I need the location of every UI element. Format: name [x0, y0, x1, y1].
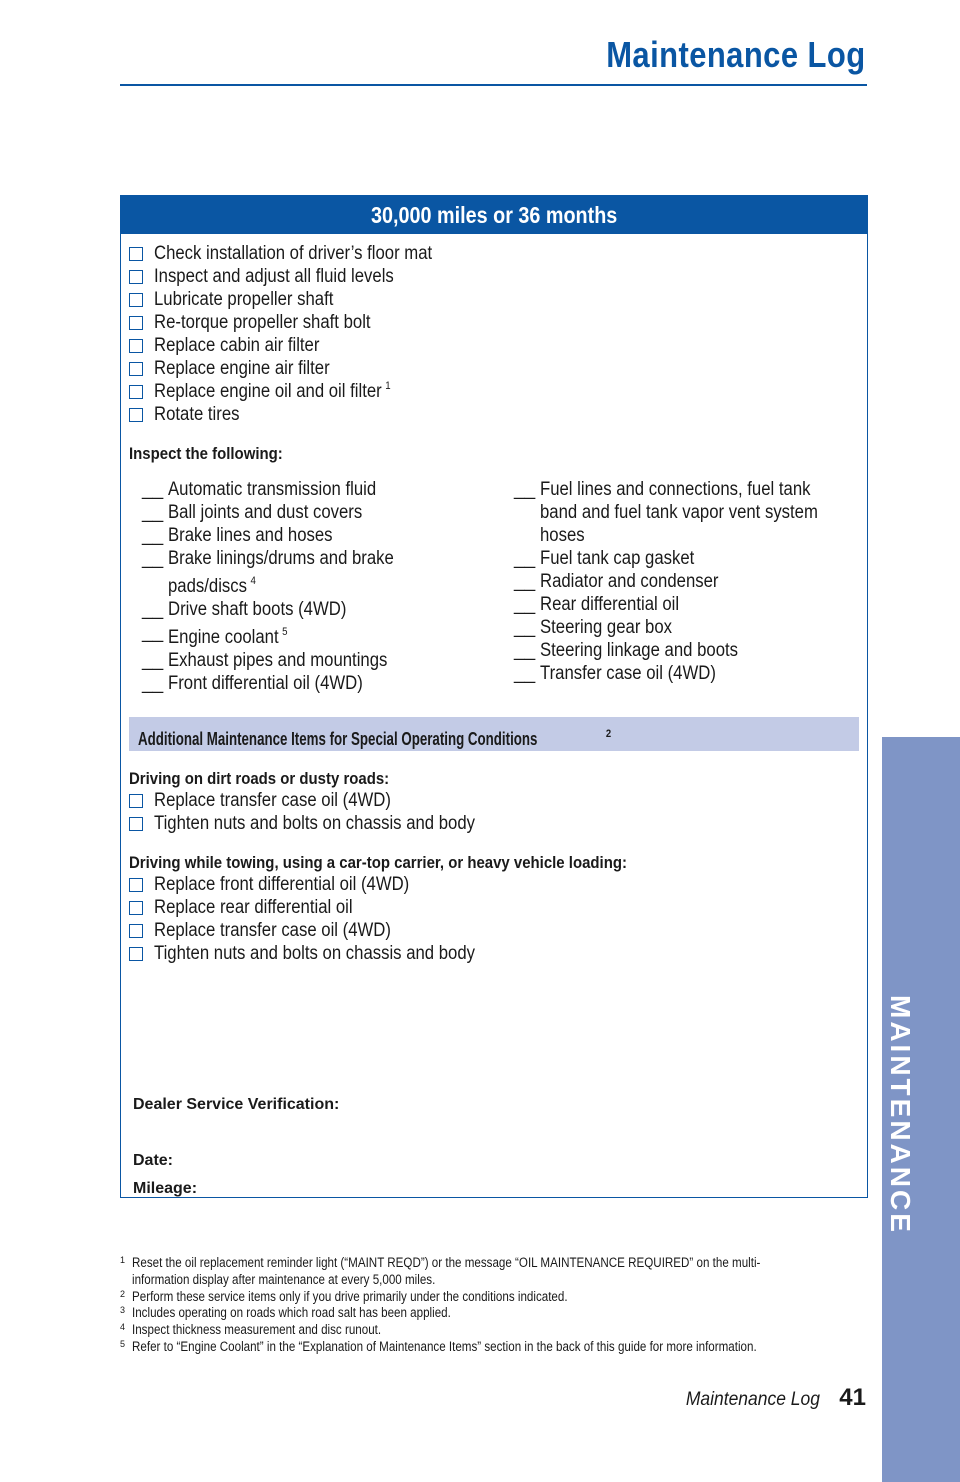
inspect-item: __ Automatic transmission fluid: [142, 479, 377, 500]
section-side-tab-label-wrap: [880, 995, 920, 1235]
checkbox-icon[interactable]: [129, 878, 143, 892]
inspect-item: __ Fuel tank cap gasket: [514, 548, 695, 569]
inspect-item: __ Steering gear box: [514, 617, 672, 638]
footnote: 3 Includes operating on roads which road salt has been applied.: [120, 1305, 451, 1321]
checklist-item[interactable]: Lubricate propeller shaft: [129, 288, 859, 311]
title-rule: [120, 84, 867, 86]
inspect-item: __ Exhaust pipes and mountings: [142, 650, 388, 671]
footnote: 5 Refer to “Engine Coolant” in the “Explanation of Maintenance Items” section in the back of this guide for more information.: [120, 1338, 757, 1354]
maintenance-log-box: [120, 195, 868, 1198]
footnote: 2 Perform these service items only if you drive primarily under the conditions indicated.: [120, 1288, 568, 1304]
log-content: [129, 242, 859, 965]
inspect-item: __ Engine coolant $^5$: [142, 622, 288, 648]
footnote-ref: 2: [605, 728, 612, 740]
checklist-item[interactable]: Inspect and adjust all fluid levels: [129, 265, 859, 288]
date-label: Date:: [133, 1152, 174, 1169]
towing-checklist: [129, 873, 859, 965]
inspect-item: __ Rear differential oil: [514, 594, 680, 615]
checkbox-icon[interactable]: [129, 794, 143, 808]
inspect-list-right: [514, 478, 874, 695]
checklist-item[interactable]: Tighten nuts and bolts on chassis and body: [129, 942, 859, 965]
footer-section-label: Maintenance Log: [685, 1389, 820, 1410]
checkbox-icon[interactable]: [129, 408, 143, 422]
checkbox-icon[interactable]: [129, 293, 143, 307]
checkbox-icon[interactable]: [129, 385, 143, 399]
inspect-item: __ Radiator and condenser: [514, 571, 719, 592]
checkbox-icon[interactable]: [129, 316, 143, 330]
inspect-item: __ Drive shaft boots (4WD): [142, 599, 347, 620]
checklist-item[interactable]: Rotate tires: [129, 403, 859, 426]
inspect-item: __ Transfer case oil (4WD): [514, 663, 716, 684]
dirt-roads-heading: Driving on dirt roads or dusty roads:: [129, 769, 390, 788]
inspect-list-left: [142, 478, 514, 695]
page-number: 41: [839, 1384, 866, 1411]
inspect-item: __ Brake linings/drums and brake pads/discs $^4$: [142, 548, 394, 597]
checkbox-icon[interactable]: [129, 924, 143, 938]
footnote: 4 Inspect thickness measurement and disc runout.: [120, 1322, 382, 1338]
checkbox-icon[interactable]: [129, 817, 143, 831]
footnote-ref: 1: [385, 380, 391, 392]
footnote-ref: 4: [250, 575, 256, 587]
inspect-item: __ Ball joints and dust covers: [142, 502, 363, 523]
checklist-item[interactable]: Check installation of driver’s floor mat: [129, 242, 859, 265]
inspect-item: __ Front differential oil (4WD): [142, 673, 363, 694]
checkbox-icon[interactable]: [129, 947, 143, 961]
checkbox-icon[interactable]: [129, 901, 143, 915]
page-footer: [680, 1384, 866, 1412]
special-conditions-bar: Additional Maintenance Items for Special Operating Conditions $^2$: [129, 717, 859, 751]
inspect-columns: [129, 478, 859, 695]
footnote: 1 Reset the oil replacement reminder light (“MAINT REQD”) or the message “OIL MAINTENANCE REQUIRED” on the multi-information display after maintenance at every 5,000 miles.: [120, 1255, 761, 1287]
checklist-item[interactable]: Replace engine air filter: [129, 357, 859, 380]
checklist-item[interactable]: Re-torque propeller shaft bolt: [129, 311, 859, 334]
page-title: Maintenance Log: [606, 34, 866, 75]
section-side-tab-label: MAINTENANCE: [885, 995, 916, 1235]
footnote-ref: 5: [282, 626, 288, 638]
checkbox-icon[interactable]: [129, 362, 143, 376]
checklist-item[interactable]: Replace rear differential oil: [129, 896, 859, 919]
checklist-item[interactable]: Replace transfer case oil (4WD): [129, 789, 859, 812]
inspect-item: __ Fuel lines and connections, fuel tank band and fuel tank vapor vent system hoses: [514, 479, 818, 546]
service-checklist: [129, 242, 859, 426]
dirt-roads-checklist: [129, 789, 859, 835]
checklist-item[interactable]: Tighten nuts and bolts on chassis and body: [129, 812, 859, 835]
checklist-item[interactable]: Replace cabin air filter: [129, 334, 859, 357]
checkbox-icon[interactable]: [129, 339, 143, 353]
mileage-label: Mileage:: [133, 1180, 198, 1197]
footnotes: [120, 1255, 865, 1356]
checkbox-icon[interactable]: [129, 270, 143, 284]
towing-heading: Driving while towing, using a car-top carrier, or heavy vehicle loading:: [129, 853, 627, 872]
inspect-heading: Inspect the following:: [129, 444, 283, 463]
dealer-verification-label: Dealer Service Verification:: [133, 1096, 340, 1113]
checklist-item[interactable]: Replace front differential oil (4WD): [129, 873, 859, 896]
checklist-item[interactable]: Replace transfer case oil (4WD): [129, 919, 859, 942]
interval-header: 30,000 miles or 36 months: [121, 196, 867, 234]
inspect-item: __ Steering linkage and boots: [514, 640, 738, 661]
inspect-item: __ Brake lines and hoses: [142, 525, 333, 546]
checklist-item[interactable]: Replace engine oil and oil filter $^1$: [129, 380, 859, 403]
checkbox-icon[interactable]: [129, 247, 143, 261]
